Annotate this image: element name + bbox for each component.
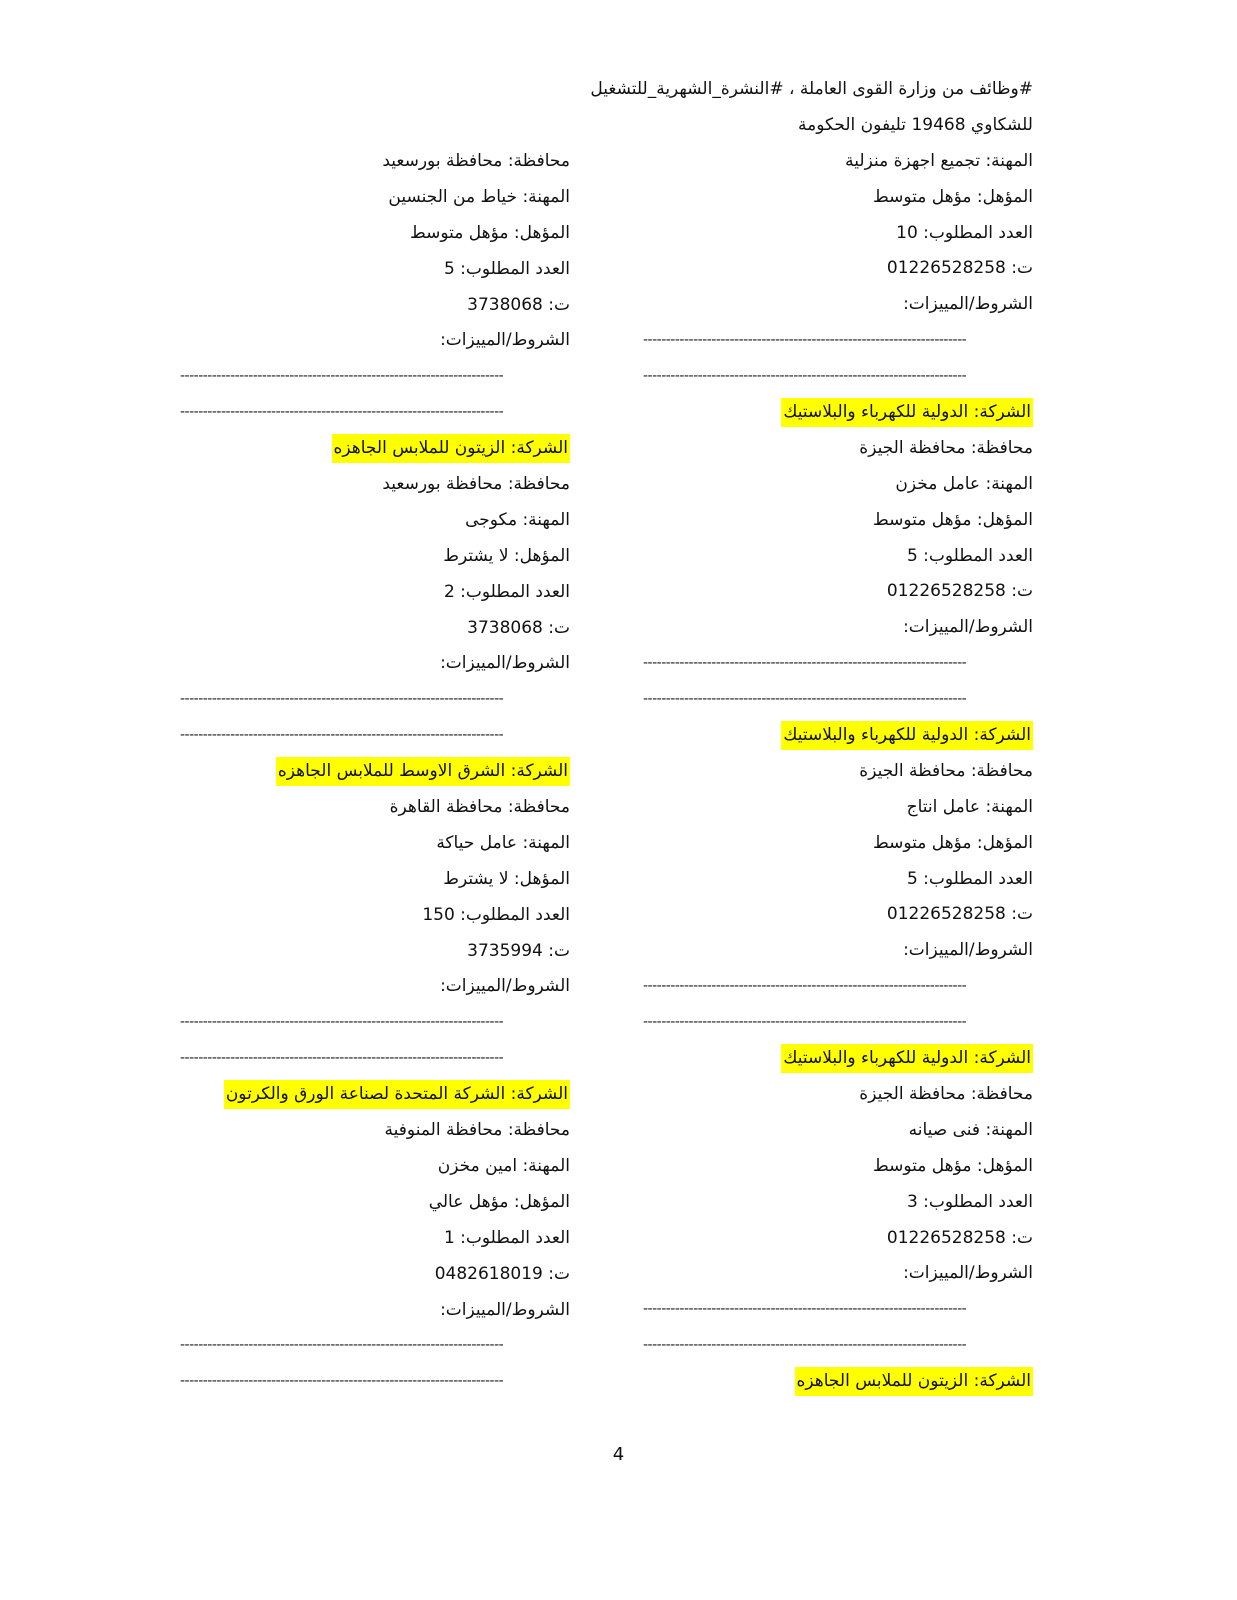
qualification-field: المؤهل: مؤهل متوسط [872,509,1033,530]
separator-line: ----------------------------------------------------------------------- [180,368,504,385]
company-name: الشركة: الزيتون للملابس الجاهزه [795,1367,1034,1396]
right-column [590,72,1033,1400]
separator-line: ----------------------------------------------------------------------- [643,691,967,708]
conditions-field: الشروط/المييزات: [440,976,570,997]
job-field: المهنة: تجميع اجهزة منزلية [845,150,1033,171]
conditions-field: الشروط/المييزات: [903,617,1033,638]
job-field: المهنة: عامل مخزن [895,473,1033,494]
governorate-field: محافظة: محافظة المنوفية [384,1120,570,1141]
job-listing [180,754,570,1005]
conditions-field: الشروط/المييزات: [440,1299,570,1320]
separator-line: ----------------------------------------------------------------------- [180,1337,504,1354]
job-listing [643,718,1033,969]
qualification-field: المؤهل: مؤهل متوسط [872,1155,1033,1176]
conditions-field: الشروط/المييزات: [440,653,570,674]
phone-field: ت: 01226528258 [886,258,1033,279]
count-field: العدد المطلوب: 2 [443,581,570,602]
conditions-field: الشروط/المييزات: [903,940,1033,961]
job-field: المهنة: امين مخزن [437,1155,570,1176]
job-field: المهنة: فنى صيانه [908,1119,1033,1140]
qualification-field: المؤهل: مؤهل متوسط [872,186,1033,207]
separator-line: ----------------------------------------------------------------------- [643,1014,967,1031]
count-field: العدد المطلوب: 150 [422,904,570,925]
job-listing [643,1041,1033,1292]
separator-line: ----------------------------------------------------------------------- [643,1301,967,1318]
phone-field: ت: 01226528258 [886,1227,1033,1248]
separator-line: ----------------------------------------------------------------------- [180,1373,504,1390]
separator-line: ----------------------------------------------------------------------- [643,368,967,385]
governorate-field: محافظة: محافظة الجيزة [859,1083,1033,1104]
phone-field: ت: 3738068 [467,617,570,638]
page-number: 4 [612,1444,625,1465]
job-listing [643,144,1033,323]
governorate-field: محافظة: محافظة الجيزة [859,760,1033,781]
conditions-field: الشروط/المييزات: [440,330,570,351]
separator-line: ----------------------------------------------------------------------- [643,978,967,995]
count-field: العدد المطلوب: 5 [906,868,1033,889]
conditions-field: الشروط/المييزات: [903,1263,1033,1284]
separator-line: ----------------------------------------------------------------------- [180,691,504,708]
separator-line: ----------------------------------------------------------------------- [180,1050,504,1067]
phone-field: ت: 01226528258 [886,581,1033,602]
company-name: الشركة: الدولية للكهرباء والبلاستيك [781,721,1033,750]
governorate-field: محافظة: محافظة بورسعيد [382,474,570,495]
qualification-field: المؤهل: مؤهل عالي [428,1191,570,1212]
company-name: الشركة: الدولية للكهرباء والبلاستيك [781,398,1033,427]
qualification-field: المؤهل: مؤهل متوسط [872,832,1033,853]
count-field: العدد المطلوب: 5 [906,545,1033,566]
header-complaints-line: للشكاوي 19468 تليفون الحكومة [798,114,1033,135]
phone-field: ت: 0482618019 [434,1263,570,1284]
phone-field: ت: 01226528258 [886,904,1033,925]
qualification-field: المؤهل: لا يشترط [443,868,570,889]
job-listing [180,431,570,682]
job-field: المهنة: مكوجى [465,509,570,530]
company-name: الشركة: الدولية للكهرباء والبلاستيك [781,1044,1033,1073]
job-listing [643,395,1033,646]
job-field: المهنة: عامل حياكة [436,832,570,853]
phone-field: ت: 3735994 [467,940,570,961]
qualification-field: المؤهل: مؤهل متوسط [409,222,570,243]
count-field: العدد المطلوب: 10 [896,222,1033,243]
count-field: العدد المطلوب: 3 [906,1191,1033,1212]
separator-line: ----------------------------------------------------------------------- [643,1337,967,1354]
job-listing [180,144,570,359]
job-listing [643,1364,1033,1400]
job-listing [180,1077,570,1328]
company-name: الشركة: الشركة المتحدة لصناعة الورق والكرتون [224,1080,570,1109]
job-field: المهنة: خياط من الجنسين [388,186,570,207]
qualification-field: المؤهل: لا يشترط [443,545,570,566]
separator-line: ----------------------------------------------------------------------- [643,655,967,672]
separator-line: ----------------------------------------------------------------------- [180,1014,504,1031]
left-column [180,144,570,1400]
count-field: العدد المطلوب: 1 [443,1227,570,1248]
governorate-field: محافظة: محافظة بورسعيد [382,151,570,171]
count-field: العدد المطلوب: 5 [443,258,570,279]
separator-line: ----------------------------------------------------------------------- [180,727,504,744]
job-field: المهنة: عامل انتاج [906,796,1033,817]
governorate-field: محافظة: محافظة الجيزة [859,437,1033,458]
separator-line: ----------------------------------------------------------------------- [180,404,504,421]
governorate-field: محافظة: محافظة القاهرة [389,797,570,818]
separator-line: ----------------------------------------------------------------------- [643,332,967,349]
conditions-field: الشروط/المييزات: [903,294,1033,315]
company-name: الشركة: الشرق الاوسط للملابس الجاهزه [276,757,570,786]
company-name: الشركة: الزيتون للملابس الجاهزه [332,434,571,463]
phone-field: ت: 3738068 [467,294,570,315]
header-hashtags: #وظائف من وزارة القوى العاملة ، #النشرة_الشهرية_للتشغيل [590,79,1033,99]
